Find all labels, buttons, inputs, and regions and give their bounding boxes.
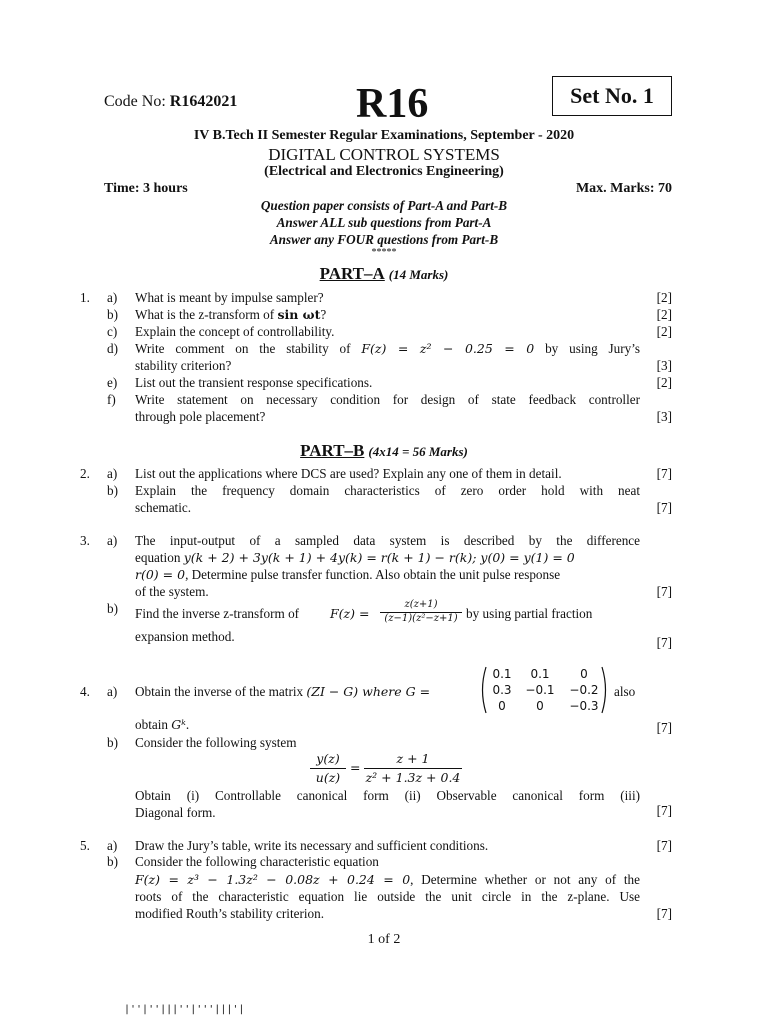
question-number-1: 1. (80, 290, 90, 305)
max-marks: Max. Marks: 70 (575, 181, 672, 196)
q4b-text-line4: Diagonal form. (135, 805, 216, 820)
q3b-text-line2: expansion method. (135, 629, 235, 644)
matrix-cell: −0.2 (569, 683, 599, 697)
q2b-label: b) (107, 483, 118, 498)
q1a-marks: [2] (656, 290, 672, 305)
q5a-marks: [7] (656, 838, 672, 853)
q4b-lhs-denominator: u(z) (315, 770, 341, 785)
equals-sign: = (350, 760, 361, 775)
question-number-2: 2. (80, 466, 90, 481)
question-number-4: 4. (80, 684, 90, 699)
q3b-marks: [7] (656, 635, 672, 650)
q4a-marks: [7] (656, 720, 672, 735)
instruction-1: Question paper consists of Part-A and Part-B (260, 198, 508, 213)
q5b-text-line2: F(z) = z³ − 1.3z² − 0.08z + 0.24 = 0, Determine whether or not any of the (135, 872, 640, 887)
q1b-label: b) (107, 307, 118, 322)
q1f-text-line2: through pole placement? (135, 409, 266, 424)
q4a-text-also: also (614, 684, 636, 699)
q3a-text-line2: equation y(k + 2) + 3y(k + 1) + 4y(k) = r(k + 1) − r(k); y(0) = y(1) = 0 (135, 550, 575, 565)
q4b-text-line3: Obtain (i) Controllable canonical form (ii) Observable canonical form (iii) (135, 788, 640, 803)
question-number-5: 5. (80, 838, 90, 853)
q2b-text-line1: Explain the frequency domain characteristics of zero order hold with neat (135, 483, 640, 498)
q4b-marks: [7] (656, 803, 672, 818)
barcode: |''|''|||''|'''|||'| (124, 1004, 245, 1015)
q2b-text-line2: schematic. (135, 500, 192, 515)
matrix-cell: 0 (536, 699, 544, 713)
instruction-3: Answer any FOUR questions from Part-B (269, 232, 499, 247)
exam-title: IV B.Tech II Semester Regular Examinations, September - 2020 (193, 128, 575, 143)
regulation: R16 (356, 81, 429, 127)
q2a-text: List out the applications where DCS are used? Explain any one of them in detail. (135, 466, 562, 481)
page-number: 1 of 2 (367, 932, 401, 947)
q1e-marks: [2] (656, 375, 672, 390)
question-number-3: 3. (80, 533, 90, 548)
q3a-label: a) (107, 533, 118, 548)
q1d-label: d) (107, 341, 118, 356)
q1d-marks: [3] (656, 358, 672, 373)
q1d-text-line1: Write comment on the stability of F(z) = z² − 0.25 = 0 by using Jury’s (135, 341, 641, 356)
q3b-numerator: z(z+1) (404, 599, 438, 610)
q5a-text: Draw the Jury’s table, write its necessary and sufficient conditions. (135, 838, 489, 853)
q1b-text: What is the z-transform of sin ωt? (135, 307, 327, 322)
subject-title: DIGITAL CONTROL SYSTEMS (268, 145, 500, 164)
q4b-lhs-numerator: y(z) (316, 751, 340, 766)
matrix-cell: 0.3 (492, 683, 512, 697)
q4b-rhs-fraction-bar (364, 768, 462, 769)
q5b-text-line4: modified Routh’s stability criterion. (135, 906, 324, 921)
q4b-rhs-denominator: z² + 1.3z + 0.4 (365, 770, 461, 785)
q1e-label: e) (107, 375, 118, 390)
q4a-text: Obtain the inverse of the matrix (ZI − G) where G = (135, 684, 431, 699)
code-value: R1642021 (169, 93, 238, 110)
q4b-rhs-numerator: z + 1 (396, 751, 430, 766)
matrix-cell: 0 (498, 699, 506, 713)
q5b-text-line3: roots of the characteristic equation lie outside the unit circle in the z-plane. Use (135, 889, 640, 904)
matrix-cell: 0.1 (530, 667, 550, 681)
matrix-cell: −0.1 (525, 683, 555, 697)
q3a-text-line3: r(0) = 0, Determine pulse transfer function. Also obtain the unit pulse response (135, 567, 561, 582)
matrix-right-paren (600, 666, 610, 714)
q1f-text-line1: Write statement on necessary condition for design of state feedback controller (135, 392, 640, 407)
q5a-label: a) (107, 838, 118, 853)
q4a-label: a) (107, 684, 118, 699)
q1e-text: List out the transient response specifications. (135, 375, 373, 390)
matrix-cell: −0.3 (569, 699, 599, 713)
q3b-denominator: (z−1)(z²−z+1) (384, 613, 458, 624)
q5b-marks: [7] (656, 906, 672, 921)
q2a-marks: [7] (656, 466, 672, 481)
q3b-math-lhs: F(z) = (330, 606, 370, 621)
q3b-label: b) (107, 601, 118, 616)
q1a-label: a) (107, 290, 118, 305)
q5b-text-line1: Consider the following characteristic equation (135, 854, 379, 869)
q3a-marks: [7] (656, 584, 672, 599)
q1b-marks: [2] (656, 307, 672, 322)
matrix-cell: 0.1 (492, 667, 512, 681)
q4b-lhs-fraction-bar (310, 768, 346, 769)
q4b-label: b) (107, 735, 118, 750)
q5b-label: b) (107, 854, 118, 869)
q2b-marks: [7] (656, 500, 672, 515)
q3a-text-line1: The input-output of a sampled data system is described by the difference (135, 533, 640, 548)
code-number: Code No: R1642021 (104, 93, 238, 110)
set-number-box: Set No. 1 (552, 76, 672, 116)
q1d-text-line2: stability criterion? (135, 358, 232, 373)
q4b-text-line1: Consider the following system (135, 735, 297, 750)
q3a-text-line4: of the system. (135, 584, 209, 599)
q3b-text-b: by using partial fraction (466, 606, 593, 621)
q1f-label: f) (107, 392, 116, 407)
q1f-marks: [3] (656, 409, 672, 424)
stars-divider: ***** (371, 247, 397, 258)
q4a-text-line2: obtain Gᵏ. (135, 717, 190, 732)
q1c-label: c) (107, 324, 118, 339)
q1c-text: Explain the concept of controllability. (135, 324, 335, 339)
part-b-heading: PART–B (4x14 = 56 Marks) (300, 441, 468, 460)
q3b-text-a: Find the inverse z-transform of (135, 606, 300, 621)
branch: (Electrical and Electronics Engineering) (264, 164, 504, 179)
part-a-heading: PART–A (14 Marks) (319, 264, 449, 283)
q2a-label: a) (107, 466, 118, 481)
exam-time: Time: 3 hours (104, 181, 188, 196)
q1a-text: What is meant by impulse sampler? (135, 290, 324, 305)
instruction-2: Answer ALL sub questions from Part-A (276, 215, 492, 230)
matrix-cell: 0 (580, 667, 588, 681)
q1c-marks: [2] (656, 324, 672, 339)
matrix-g (478, 666, 608, 714)
